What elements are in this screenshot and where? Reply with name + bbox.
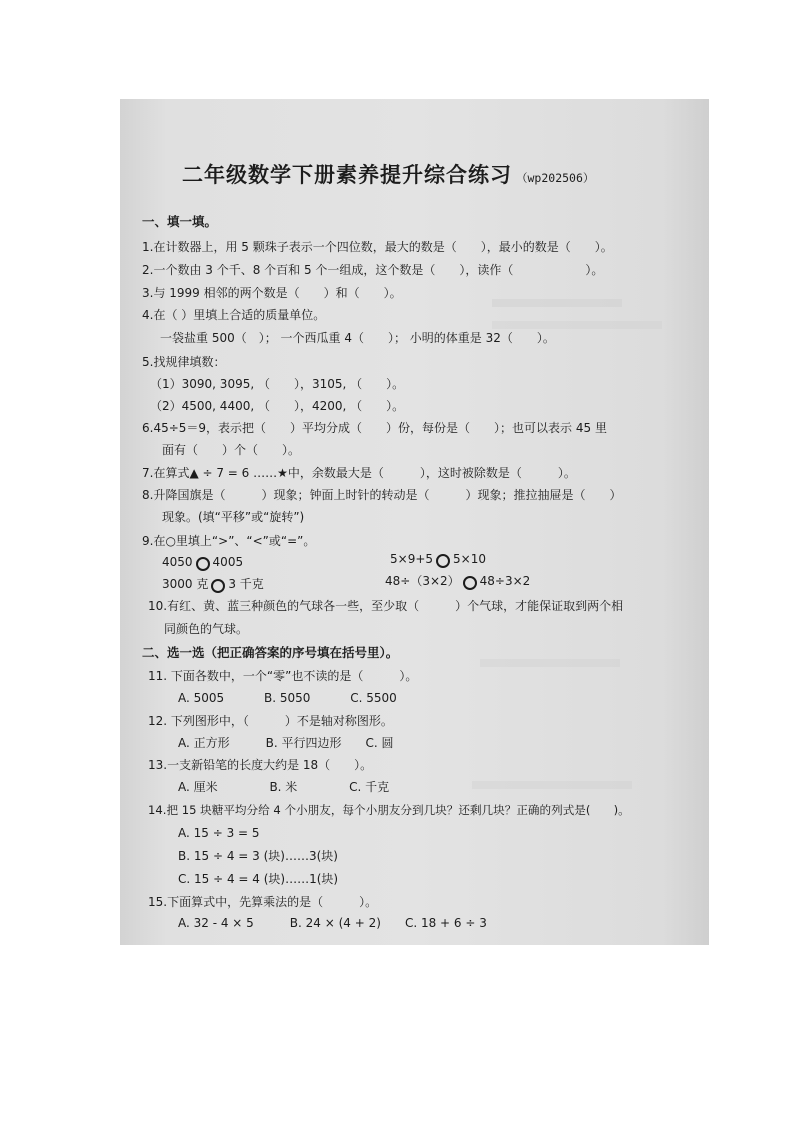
question-11-options: A. 5005 B. 5050 C. 5500 (178, 691, 397, 705)
compare-left: 3000 克 (162, 577, 209, 591)
question-4: 4.在（ ）里填上合适的质量单位。 (142, 308, 326, 322)
compare-right: 4005 (212, 555, 244, 569)
question-5-part-1: （1）3090, 3095, （ ），3105, （ ）。 (150, 377, 405, 391)
question-6-line-1: 6.45÷5＝9，表示把（ ）平均分成（ ）份，每份是（ ）；也可以表示 45 里 (142, 421, 607, 435)
question-7: 7.在算式▲ ÷ 7 = 6 ……★中，余数最大是（ ），这时被除数是（ ）。 (142, 466, 576, 480)
section-heading-choose: 二、选一选（把正确答案的序号填在括号里）。 (142, 645, 399, 660)
question-14-option-a: A. 15 ÷ 3 = 5 (178, 826, 260, 840)
question-12: 12. 下列图形中，（ ）不是轴对称图形。 (148, 714, 393, 728)
question-3: 3.与 1999 相邻的两个数是（ ）和（ ）。 (142, 286, 402, 300)
question-8-line-1: 8.升降国旗是（ ）现象；钟面上时针的转动是（ ）现象；推拉抽屉是（ ） (142, 488, 622, 502)
question-13: 13.一支新铅笔的长度大约是 18（ ）。 (148, 758, 373, 772)
title-text: 二年级数学下册素养提升综合练习 (182, 162, 512, 187)
question-11: 11. 下面各数中，一个“零”也不读的是（ ）。 (148, 669, 418, 683)
scanned-worksheet-photo (120, 99, 709, 945)
question-9: 9.在○里填上“>”、“<”或“=”。 (142, 534, 316, 548)
question-13-options: A. 厘米 B. 米 C. 千克 (178, 780, 390, 794)
compare-item-2 (390, 552, 486, 568)
question-4-items: 一袋盐重 500（ ）； 一个西瓜重 4（ ）； 小明的体重是 32（ ）。 (160, 331, 555, 345)
compare-left: 5×9+5 (390, 552, 434, 566)
compare-item-4 (385, 574, 530, 590)
question-10-line-1: 10.有红、黄、蓝三种颜色的气球各一些，至少取（ ）个气球，才能保证取到两个相 (148, 599, 624, 613)
question-6-line-2: 面有（ ）个（ ）。 (162, 443, 301, 457)
worksheet-title (182, 159, 594, 189)
bleed-through (472, 781, 632, 789)
compare-left: 48÷（3×2） (385, 574, 460, 588)
compare-right: 5×10 (453, 552, 486, 566)
question-14-option-b: B. 15 ÷ 4 = 3 (块)……3(块) (178, 849, 338, 863)
question-10-line-2: 同颜色的气球。 (164, 622, 249, 636)
blank-circle-icon (436, 554, 450, 568)
blank-circle-icon (463, 576, 477, 590)
question-14-option-c: C. 15 ÷ 4 = 4 (块)……1(块) (178, 872, 339, 886)
bleed-through (492, 299, 622, 307)
compare-right: 3 千克 (228, 577, 264, 591)
question-12-options: A. 正方形 B. 平行四边形 C. 圆 (178, 736, 394, 750)
question-2: 2.一个数由 3 个千、8 个百和 5 个一组成，这个数是（ ），读作（ ）。 (142, 263, 604, 277)
title-code: （wp202506） (516, 171, 595, 185)
compare-item-1 (162, 555, 243, 571)
question-15-options: A. 32 - 4 × 5 B. 24 × (4 + 2) C. 18 + 6 ÷ 3 (178, 916, 487, 930)
compare-left: 4050 (162, 555, 193, 569)
blank-circle-icon (196, 557, 210, 571)
compare-right: 48÷3×2 (479, 574, 531, 588)
question-8-line-2: 现象。(填“平移”或“旋转”) (162, 510, 305, 524)
question-14: 14.把 15 块糖平均分给 4 个小朋友，每个小朋友分到几块？还剩几块？正确的列式是( )。 (148, 803, 630, 817)
question-15: 15.下面算式中，先算乘法的是（ ）。 (148, 895, 378, 909)
section-heading-fill: 一、填一填。 (142, 214, 218, 229)
bleed-through (480, 659, 620, 667)
bleed-through (492, 321, 662, 329)
compare-item-3 (162, 577, 264, 593)
question-5: 5.找规律填数： (142, 355, 226, 369)
question-5-part-2: （2）4500, 4400, （ ），4200, （ ）。 (150, 399, 405, 413)
blank-circle-icon (211, 579, 225, 593)
question-1: 1.在计数器上，用 5 颗珠子表示一个四位数，最大的数是（ ），最小的数是（ ）。 (142, 240, 613, 254)
